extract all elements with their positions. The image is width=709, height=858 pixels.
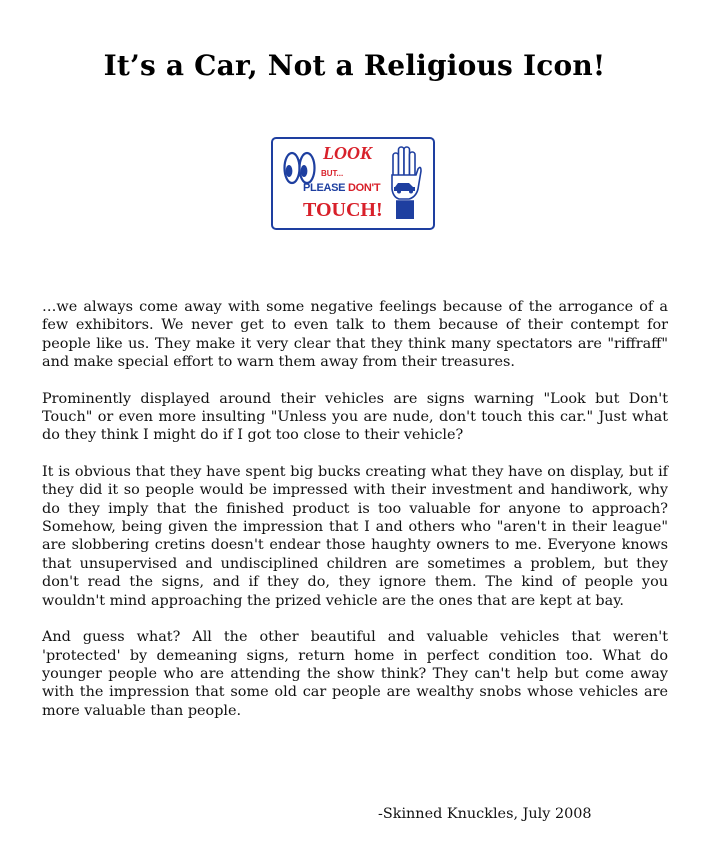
sign-please-text <box>303 182 380 194</box>
sign-look-text: LOOK <box>323 143 372 163</box>
sign-dont-word: DON'T <box>347 182 381 194</box>
article-body <box>42 298 668 738</box>
paragraph-3: It is obvious that they have spent big bucks creating what they have on display, but if they did it so people would be impressed with their investment and handiwork, why do they imply that the finished product is too valuable for anyone to approach? Somehow, being given the impression that I and others who "aren't in their league" are slobbering cretins doesn't endear those haughty owners to me. Everyone knows that unsupervised and undisciplined children are sometimes a problem, but they don't read the signs, and if they do, they ignore them. The kind of people you wouldn't mind approaching the prized vehicle are the ones that are kept at bay. <box>42 463 668 609</box>
paragraph-4: And guess what? All the other beautiful and valuable vehicles that weren't 'protected' by demeaning signs, return home in perfect condition too. What do younger people who are attending the show think? They can't help but come away with the impression that some old car people are wealthy snobs whose vehicles are more valuable than people. <box>42 629 668 719</box>
paragraph-2: Prominently displayed around their vehicles are signs warning "Look but Don't Touch" or even more insulting "Unless you are nude, don't touch this car." Just what do they think I might do if I got too close to their vehicle? <box>42 390 668 444</box>
look-dont-touch-sign <box>271 137 435 230</box>
paragraph-1: …we always come away with some negative feelings because of the arrogance of a few exhibitors. We never get to even talk to them because of their contempt for people like us. They make it very clear that they think many spectators are "riffraff" and make special effort to warn them away from their treasures. <box>42 299 668 371</box>
sign-touch-text: TOUCH! <box>303 199 383 221</box>
raised-hand-icon <box>387 145 423 223</box>
sign-please-word: PLEASE <box>303 182 346 194</box>
author-signature: -Skinned Knuckles, July 2008 <box>378 806 592 822</box>
page-title: It’s a Car, Not a Religious Icon! <box>103 48 606 82</box>
sign-but-text: BUT... <box>321 169 344 178</box>
